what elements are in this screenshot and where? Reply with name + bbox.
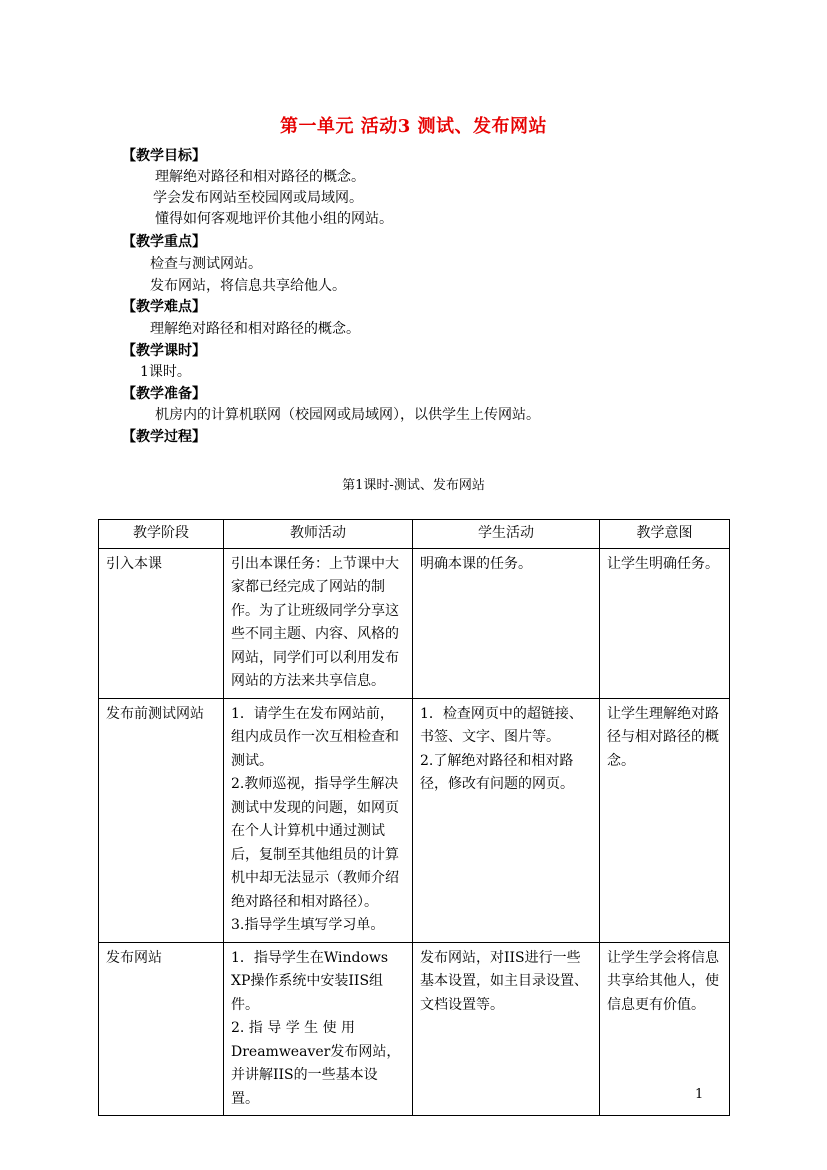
- key-heading: 【教学重点】: [122, 234, 206, 250]
- student-activity: 2.了解绝对路径和相对路径，修改有问题的网页。: [420, 752, 574, 792]
- page-number: 1: [695, 1087, 704, 1102]
- lesson-table: [98, 519, 730, 1116]
- student-activity: 明确本课的任务。: [420, 555, 532, 572]
- teacher-activity: 2.教师巡视，指导学生解决测试中发现的问题，如网页在个人计算机中通过测试后，复制至其他组员的计算机中却无法显示（教师介绍绝对路径和相对路径）。: [231, 776, 399, 910]
- table-row: [99, 548, 730, 698]
- header-cell: 学生活动: [413, 520, 600, 549]
- difficult-heading: 【教学难点】: [122, 299, 206, 315]
- key-item: 检查与测试网站。: [150, 256, 262, 272]
- teacher-activity: 引出本课任务：上节课中大家都已经完成了网站的制作。为了让班级同学分享这些不同主题、内容、风格的网站，同学们可以利用发布网站的方法来共享信息。: [231, 555, 399, 689]
- student-activity: 1．检查网页中的超链接、书签、文字、图片等。: [420, 705, 583, 745]
- student-cell: [413, 942, 600, 1116]
- process-heading: 【教学过程】: [122, 429, 206, 445]
- header-cell: 教学阶段: [99, 520, 224, 549]
- student-activity: 发布网站，对IIS进行一些基本设置，如主目录设置、文档设置等。: [420, 949, 588, 1013]
- intent-cell: 让学生学会将信息共享给其他人，使信息更有价值。: [600, 942, 730, 1116]
- stage-cell: 发布前测试网站: [99, 698, 224, 942]
- goals-heading: 【教学目标】: [122, 148, 206, 164]
- prep-text: 机房内的计算机联网（校园网或局域网），以供学生上传网站。: [155, 407, 540, 423]
- hours-heading: 【教学课时】: [122, 343, 206, 359]
- teacher-activity: 3.指导学生填写学习单。: [231, 917, 385, 933]
- student-cell: [413, 698, 600, 942]
- goal-item: 理解绝对路径和相对路径的概念。: [155, 169, 365, 185]
- teacher-cell: [224, 548, 413, 698]
- stage-cell: 引入本课: [99, 548, 224, 698]
- table-row: [99, 698, 730, 942]
- table-header-row: [99, 520, 730, 549]
- table-row: [99, 942, 730, 1116]
- intent-cell: 让学生明确任务。: [600, 548, 730, 698]
- stage-cell: 发布网站: [99, 942, 224, 1116]
- intent-cell: 让学生理解绝对路径与相对路径的概念。: [600, 698, 730, 942]
- header-cell: 教师活动: [224, 520, 413, 549]
- teacher-activity: 2. 指 导 学 生 使 用Dreamweaver发布网站，并讲解IIS的一些基本设置。: [231, 1020, 401, 1107]
- header-cell: 教学意图: [600, 520, 730, 549]
- hours-text: 1课时。: [140, 364, 191, 380]
- teacher-cell: [224, 698, 413, 942]
- prep-heading: 【教学准备】: [122, 386, 206, 402]
- difficult-item: 理解绝对路径和相对路径的概念。: [150, 321, 360, 337]
- student-cell: [413, 548, 600, 698]
- teacher-cell: [224, 942, 413, 1116]
- table-caption: 第1课时-测试、发布网站: [342, 478, 485, 493]
- key-item: 发布网站，将信息共享给他人。: [150, 278, 346, 294]
- goal-item: 学会发布网站至校园网或局域网。: [153, 190, 363, 206]
- document-title: 第一单元 活动3 测试、发布网站: [279, 116, 548, 137]
- goal-item: 懂得如何客观地评价其他小组的网站。: [155, 211, 393, 227]
- teacher-activity: 1．请学生在发布网站前，组内成员作一次互相检查和测试。: [231, 705, 399, 769]
- teacher-activity: 1．指导学生在Windows XP操作系统中安装IIS组件。: [231, 949, 389, 1013]
